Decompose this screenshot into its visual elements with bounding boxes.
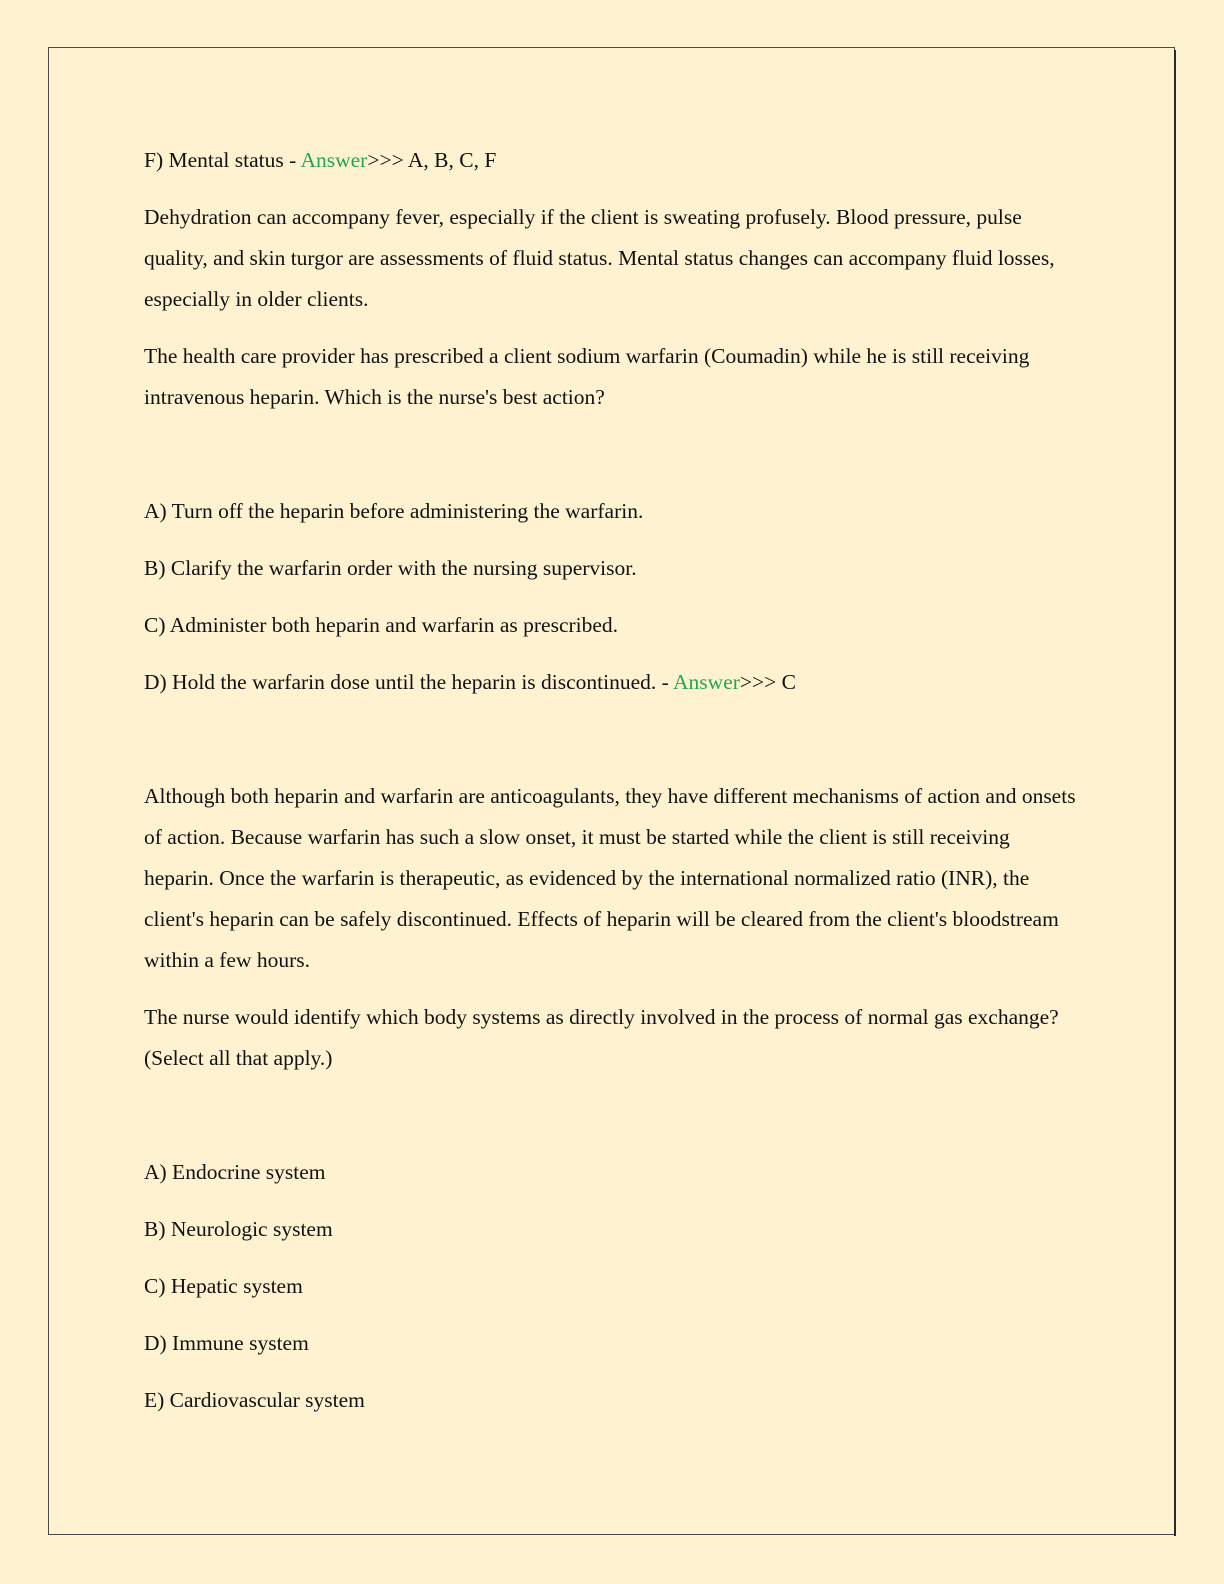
rationale-q1: Dehydration can accompany fever, especially if the client is sweating profusely. Blood pressure, pulse quality, and skin turgor are assessments of fluid status. Mental status changes can accompany fluid losses, especially in older clients. (144, 205, 1055, 311)
option-e-q3: E) Cardiovascular system (144, 1388, 365, 1412)
question-stem-q3: The nurse would identify which body systems as directly involved in the process of normal gas exchange? (Select all that apply.) (144, 1005, 1059, 1070)
answer-line-q1 (144, 140, 1084, 181)
spacer (144, 1095, 1084, 1152)
option-d-q2 (144, 662, 1084, 703)
option-f-text: F) Mental status - (144, 148, 301, 172)
page-border-shadow (1174, 50, 1176, 1536)
option-a-q2: A) Turn off the heparin before administering the warfarin. (144, 499, 644, 523)
option-b-q3: B) Neurologic system (144, 1217, 333, 1241)
option-a-q3: A) Endocrine system (144, 1160, 326, 1184)
answer-label: Answer (300, 148, 368, 172)
rationale-q2: Although both heparin and warfarin are anticoagulants, they have different mechanisms of action and onsets of action. Because warfarin has such a slow onset, it must be started while the client is still receiving heparin. Once the warfarin is therapeutic, as evidenced by the international normalized ratio (INR), the client's heparin can be safely discontinued. Effects of heparin will be cleared from the client's bloodstream within a few hours. (144, 784, 1076, 972)
option-b-q2: B) Clarify the warfarin order with the nursing supervisor. (144, 556, 637, 580)
spacer (144, 434, 1084, 491)
document-body (144, 140, 1084, 1437)
option-d-text: D) Hold the warfarin dose until the heparin is discontinued. - (144, 670, 674, 694)
question-stem-q2: The health care provider has prescribed a client sodium warfarin (Coumadin) while he is still receiving intravenous heparin. Which is the nurse's best action? (144, 344, 1030, 409)
option-c-q2: C) Administer both heparin and warfarin as prescribed. (144, 613, 619, 637)
option-c-q3: C) Hepatic system (144, 1274, 303, 1298)
answer-value: >>> C (739, 670, 796, 694)
option-d-q3: D) Immune system (144, 1331, 309, 1355)
answer-label: Answer (673, 670, 740, 694)
answer-value: >>> A, B, C, F (367, 148, 497, 172)
spacer (144, 719, 1084, 776)
